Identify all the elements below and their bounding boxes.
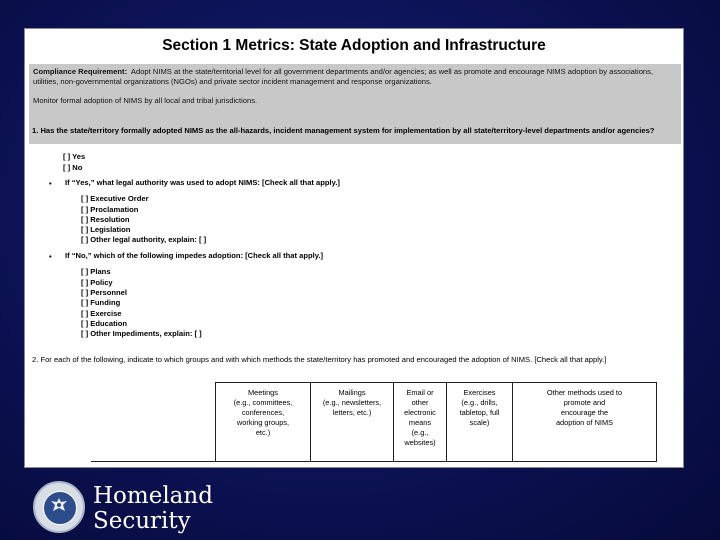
header-text: Exercises (e.g., drills, tabletop, full scale) bbox=[459, 388, 500, 427]
brand-line-2: Security bbox=[93, 508, 191, 534]
no-option-exercise[interactable]: [ ] Exercise bbox=[81, 309, 122, 318]
dhs-seal-icon bbox=[33, 481, 85, 533]
document-page bbox=[24, 28, 684, 468]
eagle-icon bbox=[48, 495, 70, 517]
if-yes-prompt: If “Yes,” what legal authority was used to adopt NIMS: [Check all that apply.] bbox=[65, 178, 340, 187]
no-option-personnel[interactable]: [ ] Personnel bbox=[81, 288, 127, 297]
page-title: Section 1 Metrics: State Adoption and Infrastructure bbox=[162, 37, 546, 54]
compliance-requirement bbox=[33, 67, 677, 87]
homeland-security-logo bbox=[93, 484, 213, 534]
header-text: Email or other electronic means (e.g., websites) bbox=[404, 388, 436, 447]
table-header-mailings bbox=[311, 383, 394, 461]
q1-option-yes[interactable]: [ ] Yes bbox=[63, 152, 86, 161]
header-text: Meetings (e.g., committees, conferences, working groups, etc.) bbox=[233, 388, 293, 437]
table-header-email bbox=[394, 383, 447, 461]
question-1: 1. Has the state/territory formally adopted NIMS as the all-hazards, incident management system for implementation by all state/territory-level departments and/or agencies? bbox=[32, 126, 655, 135]
bullet-icon: • bbox=[49, 179, 52, 188]
table-header-exercises bbox=[447, 383, 513, 461]
yes-option-legislation[interactable]: [ ] Legislation bbox=[81, 225, 131, 234]
bullet-icon: • bbox=[49, 252, 52, 261]
if-no-prompt: If “No,” which of the following impedes adoption: [Check all that apply.] bbox=[65, 251, 324, 260]
compliance-label: Compliance Requirement: bbox=[33, 67, 128, 76]
q1-option-no[interactable]: [ ] No bbox=[63, 163, 83, 172]
no-option-funding[interactable]: [ ] Funding bbox=[81, 298, 121, 307]
question-2: 2. For each of the following, indicate to which groups and with which methods the state/territory has promoted and encouraged the adoption of NIMS. [Check all that apply.] bbox=[32, 355, 607, 364]
yes-option-other[interactable]: [ ] Other legal authority, explain: [ ] bbox=[81, 235, 207, 244]
table-header-other-methods bbox=[513, 383, 656, 461]
header-text: Mailings (e.g., newsletters, letters, etc.) bbox=[322, 388, 382, 417]
yes-option-proclamation[interactable]: [ ] Proclamation bbox=[81, 205, 139, 214]
methods-table bbox=[215, 382, 657, 462]
table-header-meetings bbox=[216, 383, 311, 461]
yes-option-resolution[interactable]: [ ] Resolution bbox=[81, 215, 130, 224]
no-option-policy[interactable]: [ ] Policy bbox=[81, 278, 113, 287]
monitor-text: Monitor formal adoption of NIMS by all local and tribal jurisdictions. bbox=[33, 96, 258, 105]
yes-option-executive-order[interactable]: [ ] Executive Order bbox=[81, 194, 149, 203]
no-option-education[interactable]: [ ] Education bbox=[81, 319, 127, 328]
compliance-text: Adopt NIMS at the state/territorial level for all government departments and/or agencies; as well as promote and encourage NIMS adoption by associations, utilities, non-governmental organizations (NGOs) and private sector incident management and response organizations. bbox=[33, 67, 654, 86]
no-option-plans[interactable]: [ ] Plans bbox=[81, 267, 111, 276]
no-option-other[interactable]: [ ] Other Impediments, explain: [ ] bbox=[81, 329, 202, 338]
table-baseline bbox=[91, 461, 217, 462]
brand-line-1: Homeland bbox=[93, 483, 213, 509]
header-text: Other methods used to promote and encourage the adoption of NIMS bbox=[546, 388, 623, 427]
